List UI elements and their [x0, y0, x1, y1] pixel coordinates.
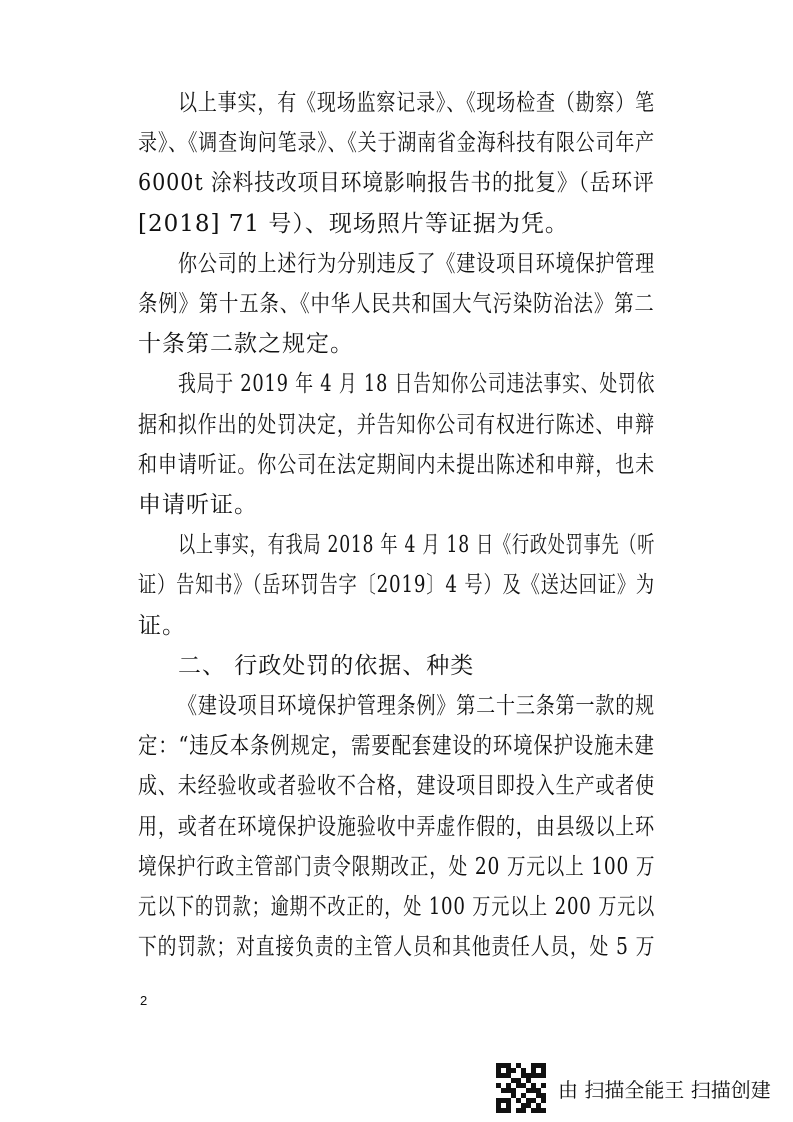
text-line-18: 成、未经验收或者验收不合格，建设项目即投入生产或者使 — [138, 773, 655, 800]
text-line-20: 境保护行政主管部门责令限期改正，处 20 万元以上 100 万 — [138, 853, 656, 880]
text-line-4: [2018] 71 号）、现场照片等证据为凭。 — [138, 210, 569, 237]
text-line-19: 用，或者在环境保护设施验收中弄虚作假的，由县级以上环 — [138, 813, 655, 840]
text-line-17: 定：“违反本条例规定，需要配套建设的环境保护设施未建 — [138, 733, 655, 760]
text-line-3: 6000t 涂料技改项目环境影响报告书的批复》（岳环评 — [138, 170, 655, 197]
text-line-22: 下的罚款；对直接负责的主管人员和其他责任人员，处 5 万 — [138, 934, 656, 961]
text-line-10: 和申请听证。你公司在法定期间内未提出陈述和申辩，也未 — [138, 451, 655, 478]
text-line-11: 申请听证。 — [138, 492, 258, 518]
text-line-12: 以上事实，有我局 2018 年 4 月 18 日《行政处罚事先（听 — [178, 532, 656, 559]
page-number: 2 — [140, 993, 148, 1008]
text-line-13: 证）告知书》（岳环罚告字〔2019〕4 号）及《送达回证》为 — [138, 572, 655, 599]
scanner-watermark — [496, 1063, 771, 1113]
text-line-2: 录》、《调查询问笔录》、《关于湖南省金海科技有限公司年产 — [138, 130, 655, 157]
section-heading: 二、 行政处罚的依据、种类 — [178, 652, 475, 679]
text-line-5: 你公司的上述行为分别违反了《建设项目环境保护管理 — [178, 250, 655, 277]
text-line-8: 我局于 2019 年 4 月 18 日告知你公司违法事实、处罚依 — [178, 371, 656, 398]
text-line-14: 证。 — [138, 612, 186, 639]
text-line-16: 《建设项目环境保护管理条例》第二十三条第一款的规 — [178, 693, 655, 719]
text-line-1: 以上事实，有《现场监察记录》、《现场检查（勘察）笔 — [178, 90, 655, 116]
text-line-6: 条例》第十五条、《中华人民共和国大气污染防治法》第二 — [138, 291, 655, 317]
text-line-9: 据和拟作出的处罚决定，并告知你公司有权进行陈述、申辩 — [138, 411, 655, 438]
text-line-21: 元以下的罚款；逾期不改正的，处 100 万元以上 200 万元以 — [138, 894, 656, 920]
scanner-label: 由 扫描全能王 扫描创建 — [558, 1077, 771, 1102]
qr-code-icon — [496, 1063, 546, 1113]
text-line-7: 十条第二款之规定。 — [138, 331, 354, 358]
